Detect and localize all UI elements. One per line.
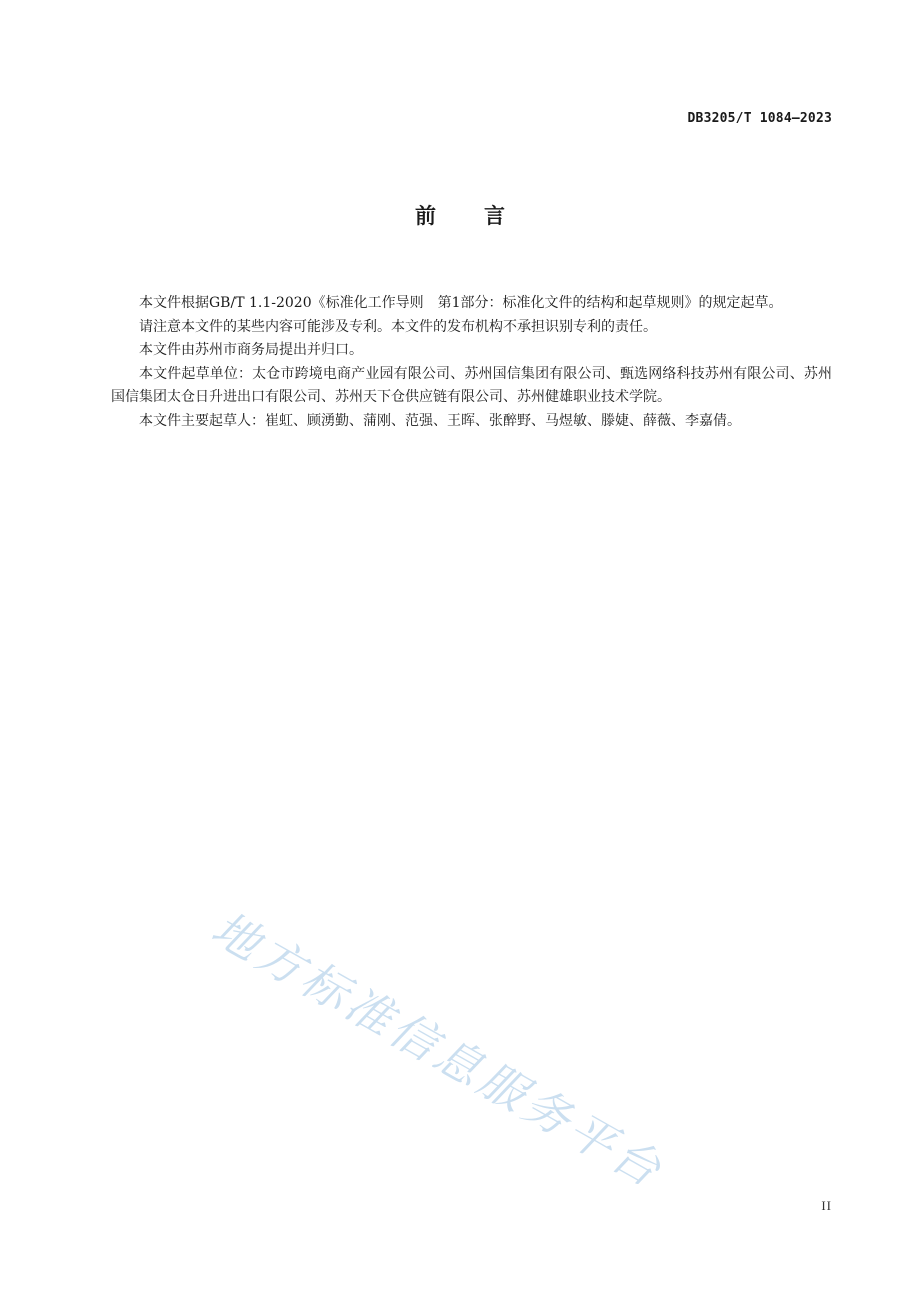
body-text (111, 292, 832, 433)
page-number: II (821, 1198, 832, 1213)
paragraph-patent-notice: 请注意本文件的某些内容可能涉及专利。本文件的发布机构不承担识别专利的责任。 (139, 318, 657, 335)
page-title: 前言 (415, 204, 553, 228)
watermark: 地方标准信息服务平台 (202, 900, 674, 1199)
paragraph-drafters: 本文件主要起草人：崔虹、顾湧勤、蒲刚、范强、王晖、张醉野、马煜敏、滕婕、薛薇、李嘉倩。 (139, 412, 741, 429)
paragraph-drafting-units: 本文件起草单位：太仓市跨境电商产业园有限公司、苏州国信集团有限公司、甄选网络科技苏州有限公司、苏州国信集团太仓日升进出口有限公司、苏州天下仓供应链有限公司、苏州健雄职业技术学院。 (111, 365, 832, 405)
paragraph-drafting-basis: 本文件根据GB/T 1.1-2020《标准化工作导则 第1部分：标准化文件的结构和起草规则》的规定起草。 (139, 295, 783, 311)
document-code: DB3205/T 1084—2023 (687, 111, 832, 126)
paragraph-proposer: 本文件由苏州市商务局提出并归口。 (139, 342, 363, 358)
